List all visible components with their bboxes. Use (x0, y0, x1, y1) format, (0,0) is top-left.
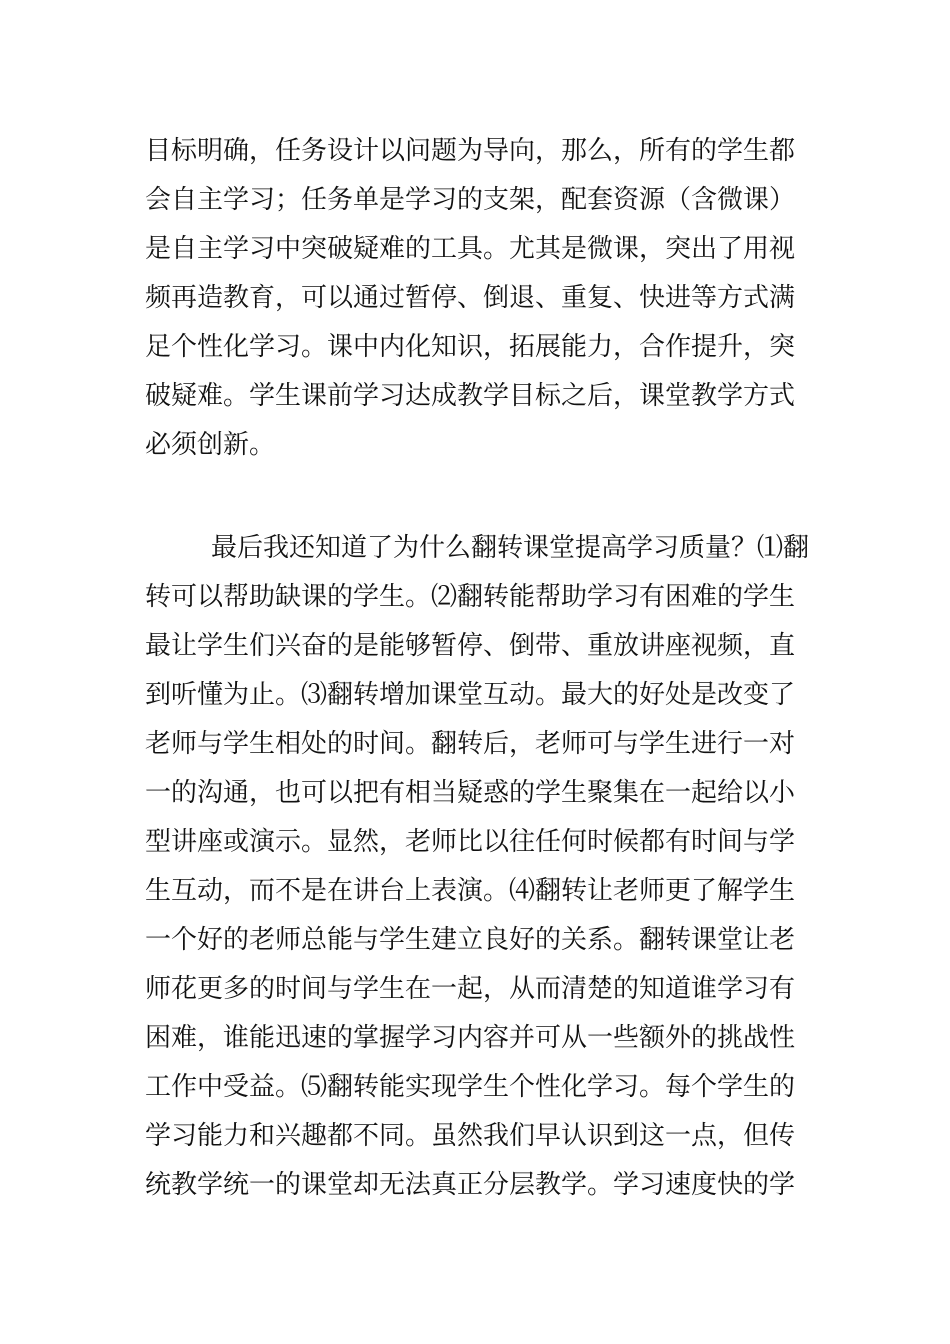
text-line: 是自主学习中突破疑难的工具。尤其是微课，突出了用视 (145, 234, 796, 264)
text-line: 会自主学习；任务单是学习的支架，配套资源（含微课） (145, 185, 796, 215)
text-line: 到听懂为止。⑶翻转增加课堂互动。最大的好处是改变了 (145, 680, 796, 710)
text-line: 工作中受益。⑸翻转能实现学生个性化学习。每个学生的 (145, 1072, 796, 1102)
text-line: 型讲座或演示。显然，老师比以往任何时候都有时间与学 (145, 827, 796, 857)
text-line: 师花更多的时间与学生在一起，从而清楚的知道谁学习有 (145, 974, 796, 1004)
text-line: 困难，谁能迅速的掌握学习内容并可从一些额外的挑战性 (145, 1023, 796, 1053)
text-line: 必须创新。 (145, 430, 276, 460)
paragraph-1 (145, 127, 810, 470)
text-line: 转可以帮助缺课的学生。⑵翻转能帮助学习有困难的学生 (145, 582, 796, 612)
text-line: 频再造教育，可以通过暂停、倒退、重复、快进等方式满 (145, 283, 796, 313)
text-line: 学习能力和兴趣都不同。虽然我们早认识到这一点，但传 (145, 1121, 796, 1151)
text-line: 目标明确，任务设计以问题为导向，那么，所有的学生都 (145, 136, 796, 166)
text-line: 老师与学生相处的时间。翻转后，老师可与学生进行一对 (145, 729, 796, 759)
text-line: 一个好的老师总能与学生建立良好的关系。翻转课堂让老 (145, 925, 796, 955)
text-line: 足个性化学习。课中内化知识，拓展能力，合作提升，突 (145, 332, 796, 362)
text-line: 破疑难。学生课前学习达成教学目标之后，课堂教学方式 (145, 381, 796, 411)
text-line: 一的沟通，也可以把有相当疑惑的学生聚集在一起给以小 (145, 778, 796, 808)
paragraph-2 (145, 524, 810, 1244)
text-line: 统教学统一的课堂却无法真正分层教学。学习速度快的学 (145, 1170, 796, 1200)
text-line: 生互动，而不是在讲台上表演。⑷翻转让老师更了解学生 (145, 876, 796, 906)
text-line-indented: 最后我还知道了为什么翻转课堂提高学习质量？⑴翻 (211, 533, 810, 563)
text-line: 最让学生们兴奋的是能够暂停、倒带、重放讲座视频，直 (145, 631, 796, 661)
